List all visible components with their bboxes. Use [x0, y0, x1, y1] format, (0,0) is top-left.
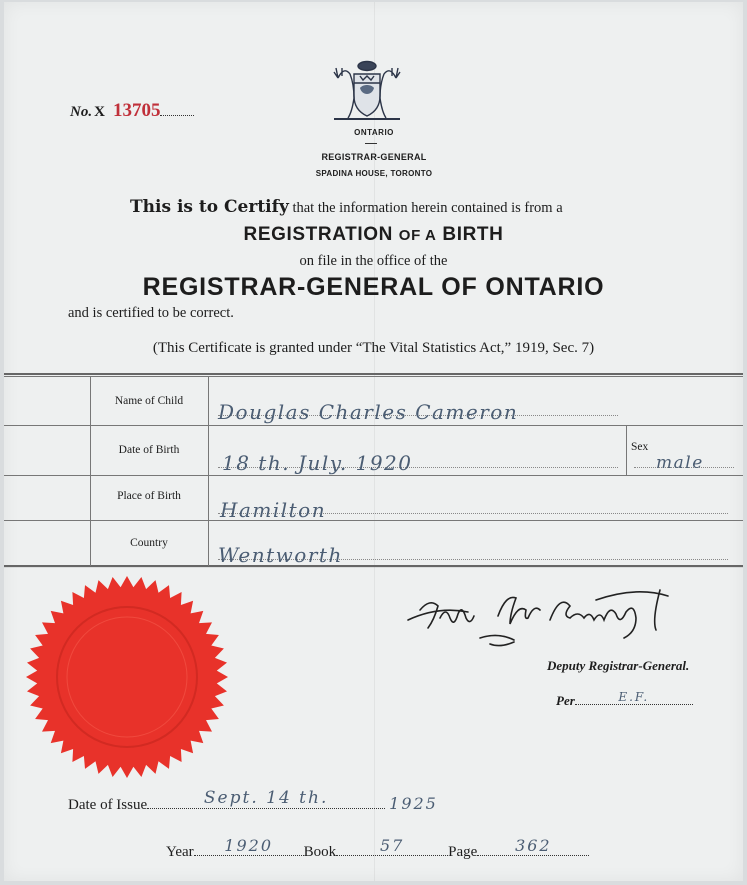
vital-statistics-act-note: (This Certificate is granted under “The Vital Statistics Act,” 1919, Sec. 7) — [152, 340, 595, 356]
date-of-issue-line — [68, 790, 438, 814]
certified-correct-text: and is certified to be correct. — [68, 305, 234, 321]
place-of-birth-value: Hamilton — [220, 498, 327, 522]
birth-details-table — [4, 373, 743, 567]
place-of-birth-label: Place of Birth — [117, 490, 181, 502]
page-field — [477, 837, 589, 856]
deputy-registrar-signature-icon — [400, 580, 700, 660]
header-office: REGISTRAR-GENERAL — [321, 152, 427, 162]
year-field — [194, 837, 304, 856]
on-file-text: on file in the office of the — [299, 253, 448, 269]
country-label: Country — [130, 537, 168, 549]
date-of-issue-year: 1925 — [389, 794, 438, 813]
registration-word: REGISTRATION — [243, 224, 393, 245]
registration-birth-word: BIRTH — [442, 224, 504, 245]
per-field — [575, 688, 693, 705]
header-divider — [365, 143, 377, 144]
sex-value: male — [656, 453, 704, 473]
country-value: Wentworth — [218, 543, 343, 567]
book-value: 57 — [379, 836, 405, 855]
per-value: E.F. — [618, 690, 650, 704]
certify-rest: that the information herein contained is from a — [292, 200, 563, 216]
name-of-child-label: Name of Child — [114, 395, 184, 407]
date-of-birth-label: Date of Birth — [118, 444, 180, 456]
sex-label: Sex — [631, 441, 649, 453]
certificate-number-label: No. — [70, 104, 93, 120]
date-of-issue-value: Sept. 14 th. — [203, 788, 329, 808]
header-address: SPADINA HOUSE, TORONTO — [315, 169, 433, 178]
red-wax-seal-icon — [24, 574, 230, 780]
certificate-number-dots — [160, 115, 194, 116]
header-province: ONTARIO — [354, 128, 394, 137]
ontario-coat-of-arms-icon — [328, 58, 406, 124]
certify-blackletter: This is to Certify — [130, 197, 289, 217]
year-value: 1920 — [224, 836, 274, 855]
certificate-number-value: 13705 — [112, 100, 161, 121]
registration-of-a-birth — [4, 224, 743, 246]
date-of-birth-value: 18 th. July. 1920 — [222, 451, 413, 475]
registration-of-a: OF A — [398, 227, 437, 244]
certificate-number — [70, 100, 194, 122]
registration-reference-line — [166, 837, 589, 861]
certificate-number-prefix: X — [94, 104, 105, 120]
page-label: Page — [448, 844, 478, 860]
date-of-issue-field — [147, 790, 385, 809]
registrar-general-title: REGISTRAR-GENERAL OF ONTARIO — [142, 273, 605, 301]
date-of-issue-label: Date of Issue — [68, 797, 148, 813]
deputy-registrar-title: Deputy Registrar-General. — [547, 658, 690, 673]
fold-crease-horizontal — [4, 567, 743, 568]
book-label: Book — [303, 844, 337, 860]
name-of-child-value: Douglas Charles Cameron — [218, 400, 519, 424]
year-label: Year — [166, 844, 194, 860]
certify-statement — [130, 197, 563, 217]
book-field — [336, 837, 448, 856]
birth-certificate — [4, 2, 743, 881]
per-line — [556, 688, 693, 709]
per-label: Per — [556, 693, 575, 708]
page-value: 362 — [515, 836, 552, 855]
